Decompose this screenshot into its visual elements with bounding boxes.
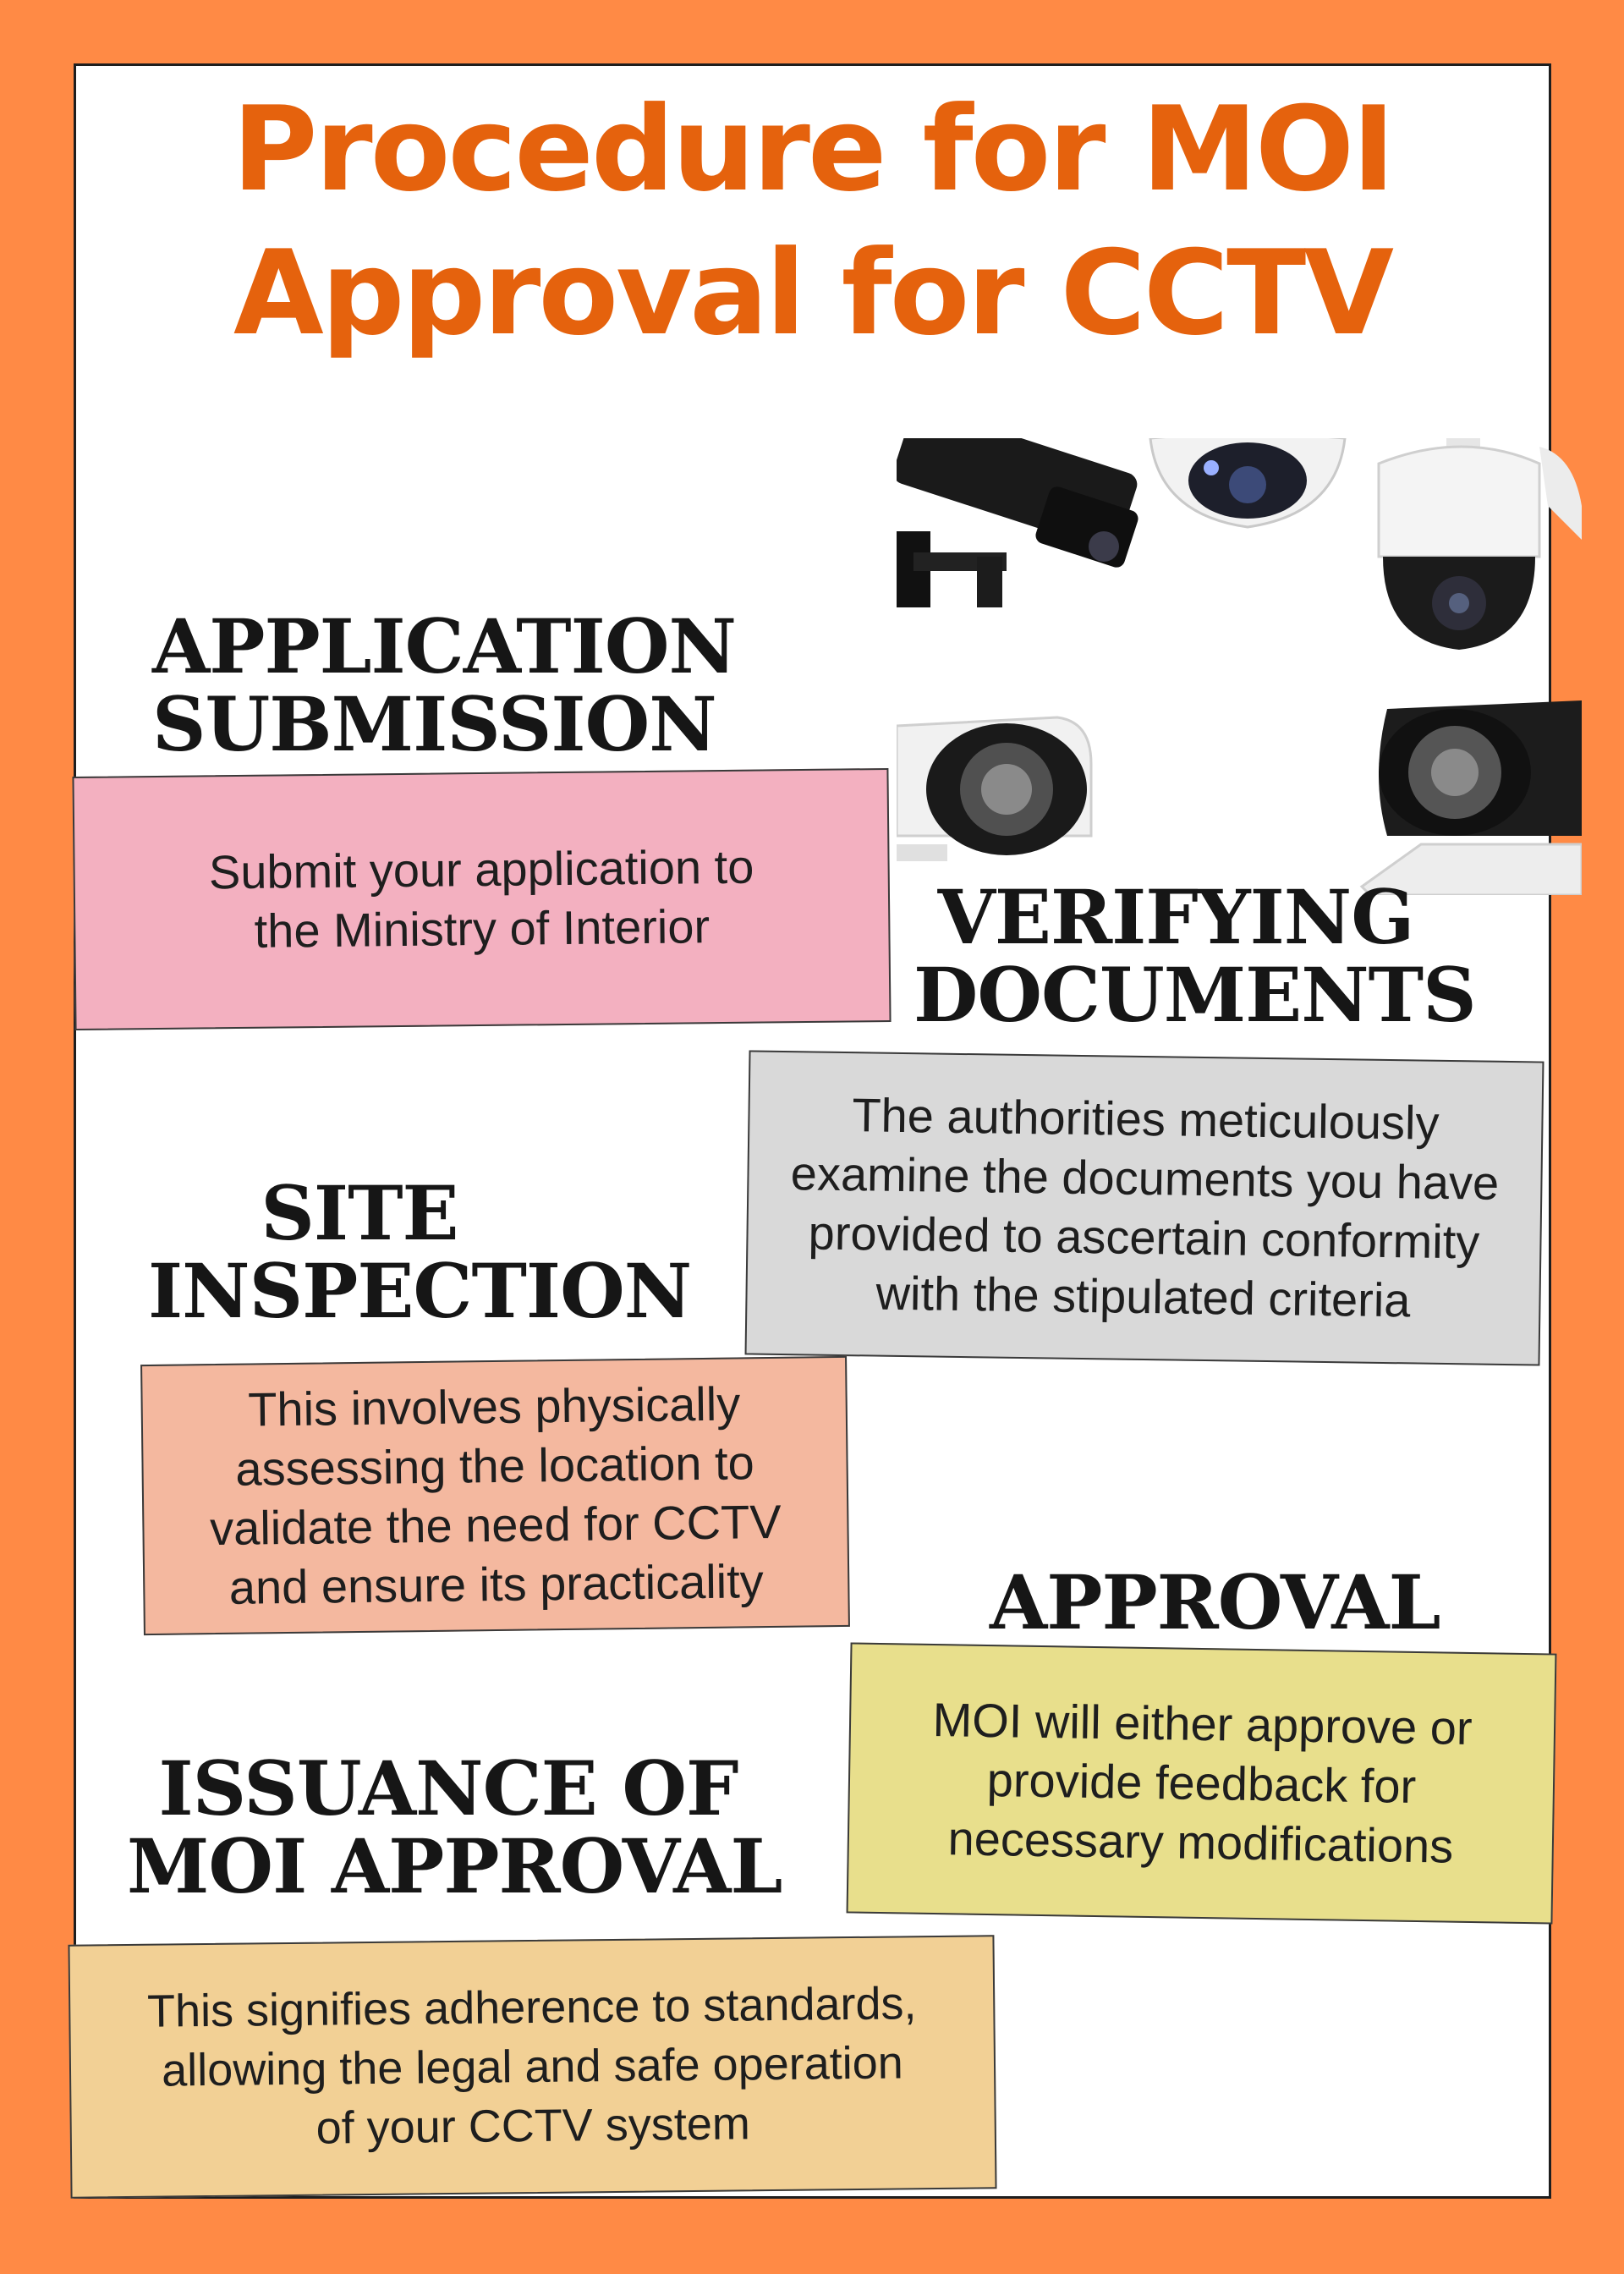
bullet-camera-dark-icon [1362, 700, 1582, 895]
title-line-2: Approval for CCTV [233, 225, 1392, 361]
bullet-camera-black-icon [897, 438, 1140, 607]
box-verifying-documents: The authorities meticulously examine the documents you have provided to ascertain conformity with the stipulated criteria [745, 1050, 1544, 1365]
bullet-camera-white-icon [897, 717, 1091, 861]
heading-verifying-documents: VERIFYING DOCUMENTS [914, 873, 1476, 1039]
heading-site-inspection: SITE INSPECTION [148, 1169, 692, 1335]
box-issuance-of-moi-approval: This signifies adherence to standards, allowing the legal and safe operation of your CCTV system [68, 1935, 996, 2198]
ptz-camera-icon [1379, 438, 1582, 650]
box-site-inspection: This involves physically assessing the location to validate the need for CCTV and ensure its practicality [140, 1356, 850, 1635]
box-application-submission: Submit your application to the Ministry of Interior [72, 768, 891, 1030]
title-line-1: Procedure for MOI [232, 81, 1393, 217]
box-approval: MOI will either approve or provide feedback for necessary modifications [847, 1642, 1557, 1924]
dome-camera-icon [1150, 438, 1345, 527]
heading-application-submission: APPLICATION SUBMISSION [152, 602, 736, 768]
poster [74, 63, 1551, 2199]
cctv-cameras-icon [897, 438, 1582, 895]
heading-issuance-of-moi-approval: ISSUANCE OF MOI APPROVAL [127, 1744, 782, 1910]
heading-approval: APPROVAL [990, 1558, 1440, 1646]
